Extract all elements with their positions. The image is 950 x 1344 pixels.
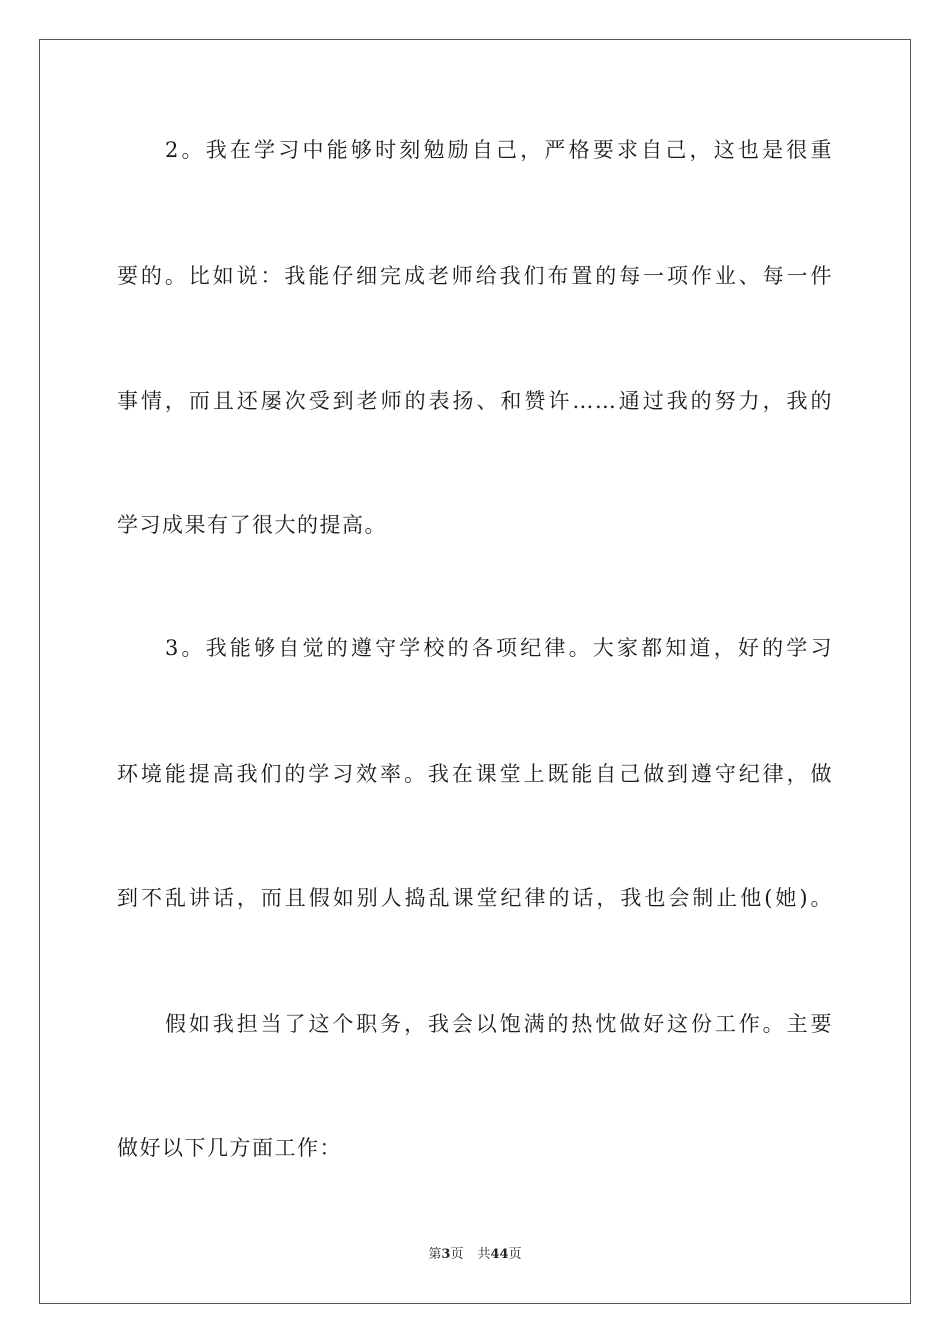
text-line: 做好以下几方面工作： <box>117 1136 342 1160</box>
text-line: 假如我担当了这个职务，我会以饱满的热忱做好这份工作。主要 <box>165 1012 833 1036</box>
current-page-number: 3 <box>441 1247 451 1262</box>
text-line: 2。我在学习中能够时刻勉励自己，严格要求自己，这也是很重 <box>165 138 833 162</box>
footer-total-prefix: 共 <box>477 1247 491 1262</box>
text-line: 学习成果有了很大的提高。 <box>117 513 387 537</box>
text-line: 事情，而且还屡次受到老师的表扬、和赞许……通过我的努力，我的 <box>117 389 833 413</box>
footer-prefix: 第 <box>428 1247 442 1262</box>
page-footer <box>0 1246 950 1264</box>
footer-page-suffix: 页 <box>450 1247 464 1262</box>
text-line: 3。我能够自觉的遵守学校的各项纪律。大家都知道，好的学习 <box>165 636 833 660</box>
text-line: 环境能提高我们的学习效率。我在课堂上既能自己做到遵守纪律，做 <box>117 762 833 786</box>
page-border <box>39 39 911 1304</box>
text-line: 到不乱讲话，而且假如别人捣乱课堂纪律的话，我也会制止他(她)。 <box>117 886 833 910</box>
footer-total-suffix: 页 <box>508 1247 522 1262</box>
total-page-count: 44 <box>490 1247 509 1262</box>
text-line: 要的。比如说：我能仔细完成老师给我们布置的每一项作业、每一件 <box>117 264 833 288</box>
